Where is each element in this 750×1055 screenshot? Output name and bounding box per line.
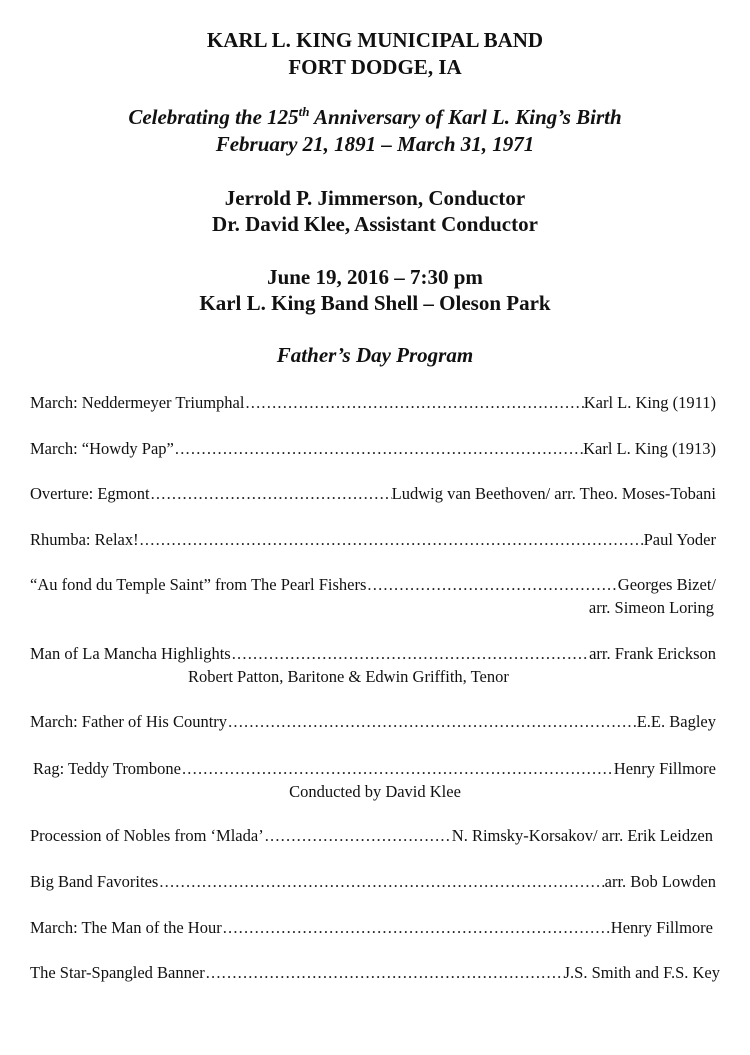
piece-credit: Karl L. King (1911) [583, 393, 716, 412]
piece-credit: Paul Yoder [643, 530, 716, 549]
program-item [30, 872, 716, 894]
life-dates: February 21, 1891 – March 31, 1971 [215, 132, 535, 156]
leader-dots [244, 393, 583, 413]
piece-title: Man of La Mancha Highlights [30, 644, 231, 663]
piece-credit: arr. Bob Lowden [604, 872, 716, 891]
program-item [30, 918, 713, 940]
leader-dots [227, 712, 637, 732]
leader-dots [181, 759, 614, 779]
concert-date-time: June 19, 2016 – 7:30 pm [267, 265, 483, 289]
piece-title: Overture: Egmont [30, 484, 150, 503]
leader-dots [150, 484, 392, 504]
piece-arranger-note: arr. Simeon Loring [588, 598, 714, 617]
piece-title: March: Neddermeyer Triumphal [30, 393, 245, 412]
leader-dots [205, 963, 564, 983]
piece-title: March: The Man of the Hour [30, 918, 222, 937]
piece-title: March: “Howdy Pap” [30, 439, 174, 458]
piece-credit: Henry Fillmore [610, 918, 713, 937]
assistant-conductor-line: Dr. David Klee, Assistant Conductor [212, 212, 538, 236]
piece-title: Procession of Nobles from ‘Mlada’ [30, 826, 264, 845]
leader-dots [366, 575, 617, 595]
celebration-text-end: Anniversary of Karl L. King’s Birth [309, 105, 622, 129]
program-item [30, 575, 716, 597]
piece-title: The Star-Spangled Banner [30, 963, 205, 982]
program-item [30, 484, 716, 506]
band-name: KARL L. KING MUNICIPAL BAND [206, 28, 544, 52]
piece-credit: N. Rimsky-Korsakov/ arr. Erik Leidzen [451, 826, 713, 845]
celebration-line [0, 104, 750, 130]
piece-credit: Ludwig van Beethoven/ arr. Theo. Moses-Tobani [391, 484, 716, 503]
piece-title: “Au fond du Temple Saint” from The Pearl Fishers [30, 575, 367, 594]
piece-title: Rag: Teddy Trombone [33, 759, 181, 778]
leader-dots [222, 918, 611, 938]
program-item [30, 530, 716, 552]
program-item [30, 712, 716, 734]
program-item [30, 963, 720, 985]
piece-credit: J.S. Smith and F.S. Key [563, 963, 720, 982]
program-title: Father’s Day Program [276, 343, 474, 367]
leader-dots [174, 439, 583, 459]
city-line: FORT DODGE, IA [288, 55, 462, 79]
leader-dots [231, 644, 589, 664]
soloists-note: Robert Patton, Baritone & Edwin Griffith, Tenor [188, 667, 509, 686]
celebration-text-start: Celebrating the 125 [128, 105, 299, 129]
piece-title: Rhumba: Relax! [30, 530, 139, 549]
program-item [30, 644, 716, 666]
leader-dots [158, 872, 604, 892]
piece-credit: arr. Frank Erickson [589, 644, 716, 663]
program-item [30, 439, 716, 461]
leader-dots [139, 530, 644, 550]
piece-title: Big Band Favorites [30, 872, 159, 891]
piece-credit: Georges Bizet/ [617, 575, 716, 594]
conductor-line: Jerrold P. Jimmerson, Conductor [224, 186, 526, 210]
piece-credit: Karl L. King (1913) [583, 439, 716, 458]
guest-conductor-note: Conducted by David Klee [289, 782, 461, 801]
concert-venue: Karl L. King Band Shell – Oleson Park [199, 291, 551, 315]
piece-credit: Henry Fillmore [613, 759, 716, 778]
program-item [30, 826, 713, 848]
program-item [30, 393, 716, 415]
piece-credit: E.E. Bagley [636, 712, 716, 731]
program-item [33, 759, 716, 781]
leader-dots [264, 826, 452, 846]
piece-title: March: Father of His Country [30, 712, 228, 731]
celebration-superscript: th [298, 104, 310, 119]
